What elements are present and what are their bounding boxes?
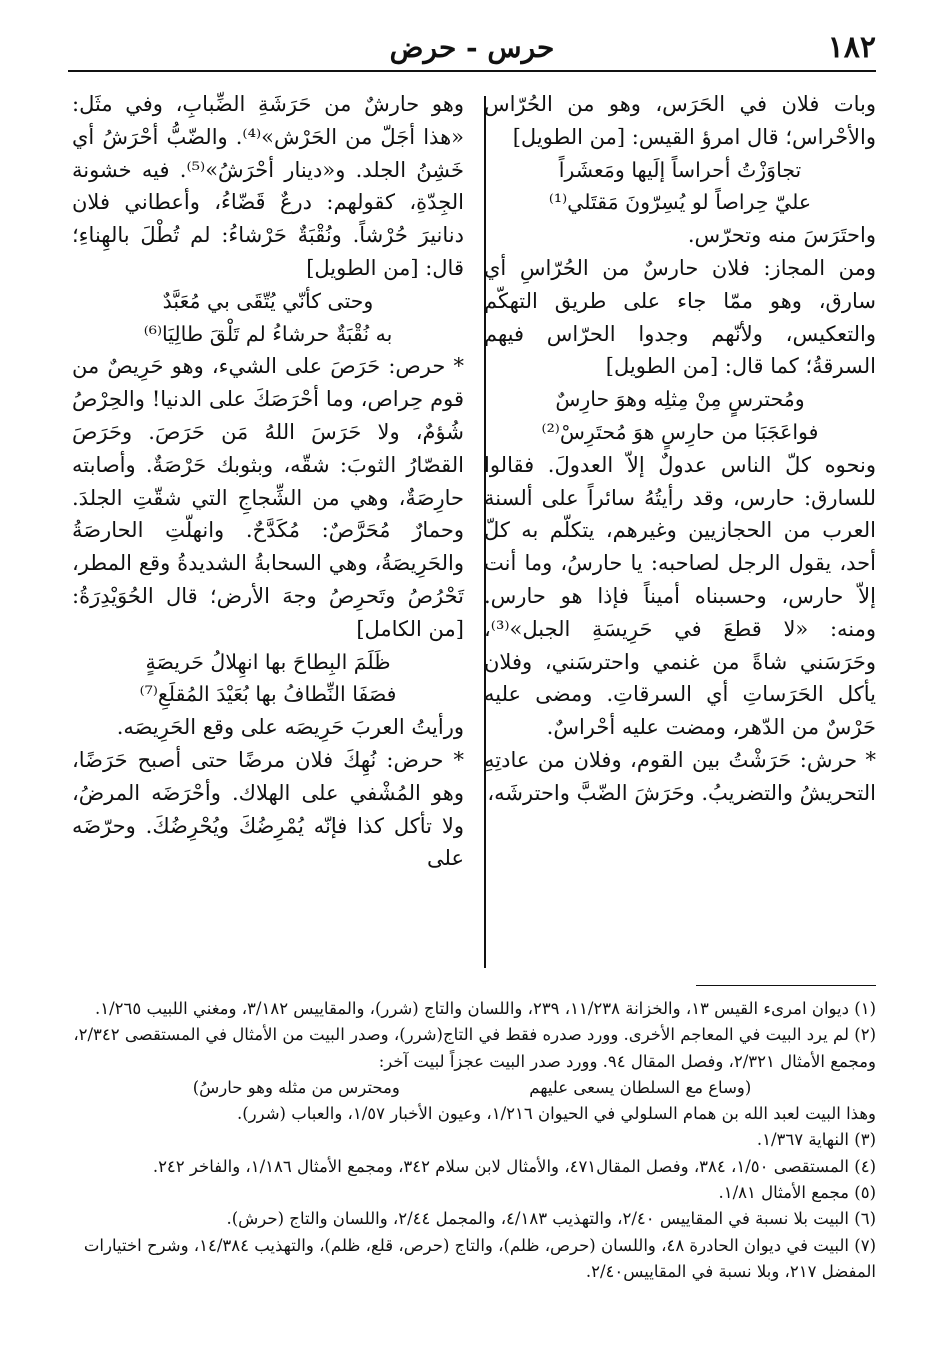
left-column (72, 88, 464, 875)
footnote: (٧) البيت في ديوان الحادرة ٤٨، واللسان (حرص، ظلم)، والتاج (حرص، قلع، ظلم)، والتهذيب ١٤/٣٨٤، وشرح اختيارات المفضل ٢١٧، وبلا نسبة في المقاييس٢/٤٠. (83, 1235, 876, 1281)
footnote: (١) ديوان امرىء القيس ١٣، والخزانة ١١/٢٣٨، ٢٣٩، واللسان والتاج (شرر)، والمقاييس ٣/١٨٢، ومغني اللبيب ١/٢٦٥. (94, 999, 876, 1018)
footnote: (٢) لم يرد البيت في المعاجم الأخرى. وورد صدره فقط في التاج(شرر)، وصدر البيت من الأمثال في المستقصى ٢/٣٤٢، ومجمع الأمثال ٢/٣٢١، وفصل المقال ٩٤. وورد صدر البيت عجزاً لبيت آخر: (73, 1025, 876, 1071)
verse-line: ظَلَمَ البِطاحَ بها انهِلالُ حَريصَةٍ (145, 649, 391, 674)
verse-line: وحتى كأنّي يُتّقَى بي مُعَبَّدٌ (162, 288, 374, 313)
verse-line: تجاوَزْتُ أحراساً إلَيها ومَعشَراً (558, 157, 802, 182)
paragraph: * حرص: حَرَصَ على الشيء، وهو حَرِيصٌ من قوم حِراص، وما أحْرَصَكَ على الدنيا! والحِرْصُ شُؤمٌ، ولا حَرَسَ اللهُ مَن حَرَصَ. وحَرَصَ القصّارُ الثوبَ: شقّه، وبثوبك حَرْصَةٌ. وأصابته حارِصَةٌ، وهي من الشِّجاجِ التي شقّتِ الجلدَ. وحمارٌ مُحَرَّصٌ: مُكَدَّحٌ. وانهلّتِ الحارصَةُ والحَرِيصَةُ، وهي السحابةُ الشديدةُ وقع المطر، تَحْرُصُ وتَحرِصُ وجهَ الأرض؛ قال الحُوَيْدِرَةُ: [من الكامل] (72, 354, 464, 641)
footnote-verse-second: ومحترس من مثله وهو حارسُ) (192, 1077, 400, 1097)
header-rule (68, 70, 876, 72)
footnote: (٥) مجمع الأمثال ١/٨١. (718, 1183, 876, 1203)
verse-line: ومُحترسٍ مِنْ مِثلِه وهوَ حارِسٌ (555, 387, 805, 412)
page-number: ١٨٢ (827, 30, 876, 65)
paragraph: ونحوه كلّ الناس عدولٌ إلاّ العدولَ. فقالوا للسارق: حارس، وقد رأيتُهُ سائراً على ألسنة العرب من الحجازيين وغيرهم، يتكلّم به كلّ أحد، يقول الرجل لصاحبه: يا حارسُ، وما أنت إلاّ حارس، وحسبناه أميناً فإذا هو حارس. ومنه: «لا قطعَ في حَرِيسَةِ الجبل»⁽³⁾، وحَرَسَني شاةً من غنمي واحترسَني، وفلان يأكل الحَرَساتِ أي السرقاتِ. ومضى عليه حَرْسٌ من الدّهر، ومضت عليه أحْراسٌ. (484, 452, 876, 740)
verse-line: فواعَجَبَا من حارِسٍ هوَ مُحتَرِسْ⁽²⁾ (541, 419, 819, 444)
paragraph: ومن المجاز: فلان حارسٌ من الحُرّاسِ أي سارق، وهو ممّا جاء على طريق التهكّم والتعكيس، ولأنّهم وجدوا الحرّاس فيهم السرقةُ؛ كما قال: [من الطويل] (484, 255, 876, 379)
footnote-rule (696, 985, 876, 986)
verse-line: فصَفَا النِّطافُ بها بُعَيْدَ المُقلَعِ⁽⁷⁾ (139, 682, 397, 707)
verse-line: عليّ حِراصاً لو يُسِرّونَ مَقتَلي⁽¹⁾ (548, 190, 812, 215)
footnote: وهذا البيت لعبد الله بن همام السلولي في الحيوان ١/٢١٦، وعيون الأخبار ١/٥٧، والعباب (شرر). (236, 1104, 876, 1124)
verse-line: به نُقْبَةٌ حرشاءُ لم تَلْقَ طالِيَا⁽⁶⁾ (143, 321, 393, 346)
footnote: (٤) المستقصى ١/٥٠، ٣٨٤، وفصل المقال٤٧١، والأمثال لابن سلام ٣٤٢، ومجمع الأمثال ١/١٨٦، والفاخر ٢٤٢. (152, 1156, 876, 1176)
footnotes (68, 996, 876, 1285)
page-header (68, 28, 876, 68)
running-title: حرس - حرض (389, 31, 555, 64)
paragraph: وهو حارشٌ من حَرَشَةِ الضِّبابِ، وفي مثَل: «هذا أجَلّ من الحَرْش»⁽⁴⁾. والضّبُّ أحْرَشُ أي خَشِنُ الجلد. و«دينار أحْرَشُ»⁽⁵⁾. فيه خشونة الجِدّةِ، كقولهم: درعٌ قَضّاءُ، وأعطاني فلان دنانيرَ حُرْشاً. ونُقْبَةٌ حَرْشاءُ: لم تُطْلَ بالهِناءِ؛ قال: [من الطويل] (72, 92, 465, 280)
footnote: (٦) البيت بلا نسبة في المقاييس ٢/٤٠، والتهذيب ٤/١٨٣، والمجمل ٢/٤٤، واللسان والتاج (حرش). (226, 1209, 876, 1229)
paragraph: * حرض: نُهِكَ فلان مرضًا حتى أصبح حَرَضًا، وهو المُشْفي على الهلاك. وأحْرَضَه المرضُ، ولا تأكل كذا فإنّه يُمْرِضُكَ ويُحْرِضُكَ. وحرّضَه على (72, 747, 464, 871)
footnote-verse-first: (وساع مع السلطان يسعى عليهم (529, 1077, 752, 1097)
footnote-verse (68, 1075, 876, 1101)
column-divider (484, 96, 486, 968)
footnote: (٣) النهاية ١/٣٦٧. (756, 1130, 876, 1150)
right-column (484, 88, 876, 810)
paragraph: * حرش: حَرَشْتُ بين القوم، وفلان من عادتِهِ التحريشُ والتضريبُ. وحَرَشَ الضّبَّ واحترشَه، (484, 747, 876, 805)
paragraph: واحتَرَسَ منه وتحرّس. (687, 223, 876, 248)
paragraph: وبات فلان في الحَرَس، وهو من الحُرّاس والأحْراس؛ قال امرؤ القيس: [من الطويل] (484, 92, 876, 149)
paragraph: ورأيتُ العربَ حَرِيصَه على وقع الحَرِيصَه. (116, 715, 464, 740)
